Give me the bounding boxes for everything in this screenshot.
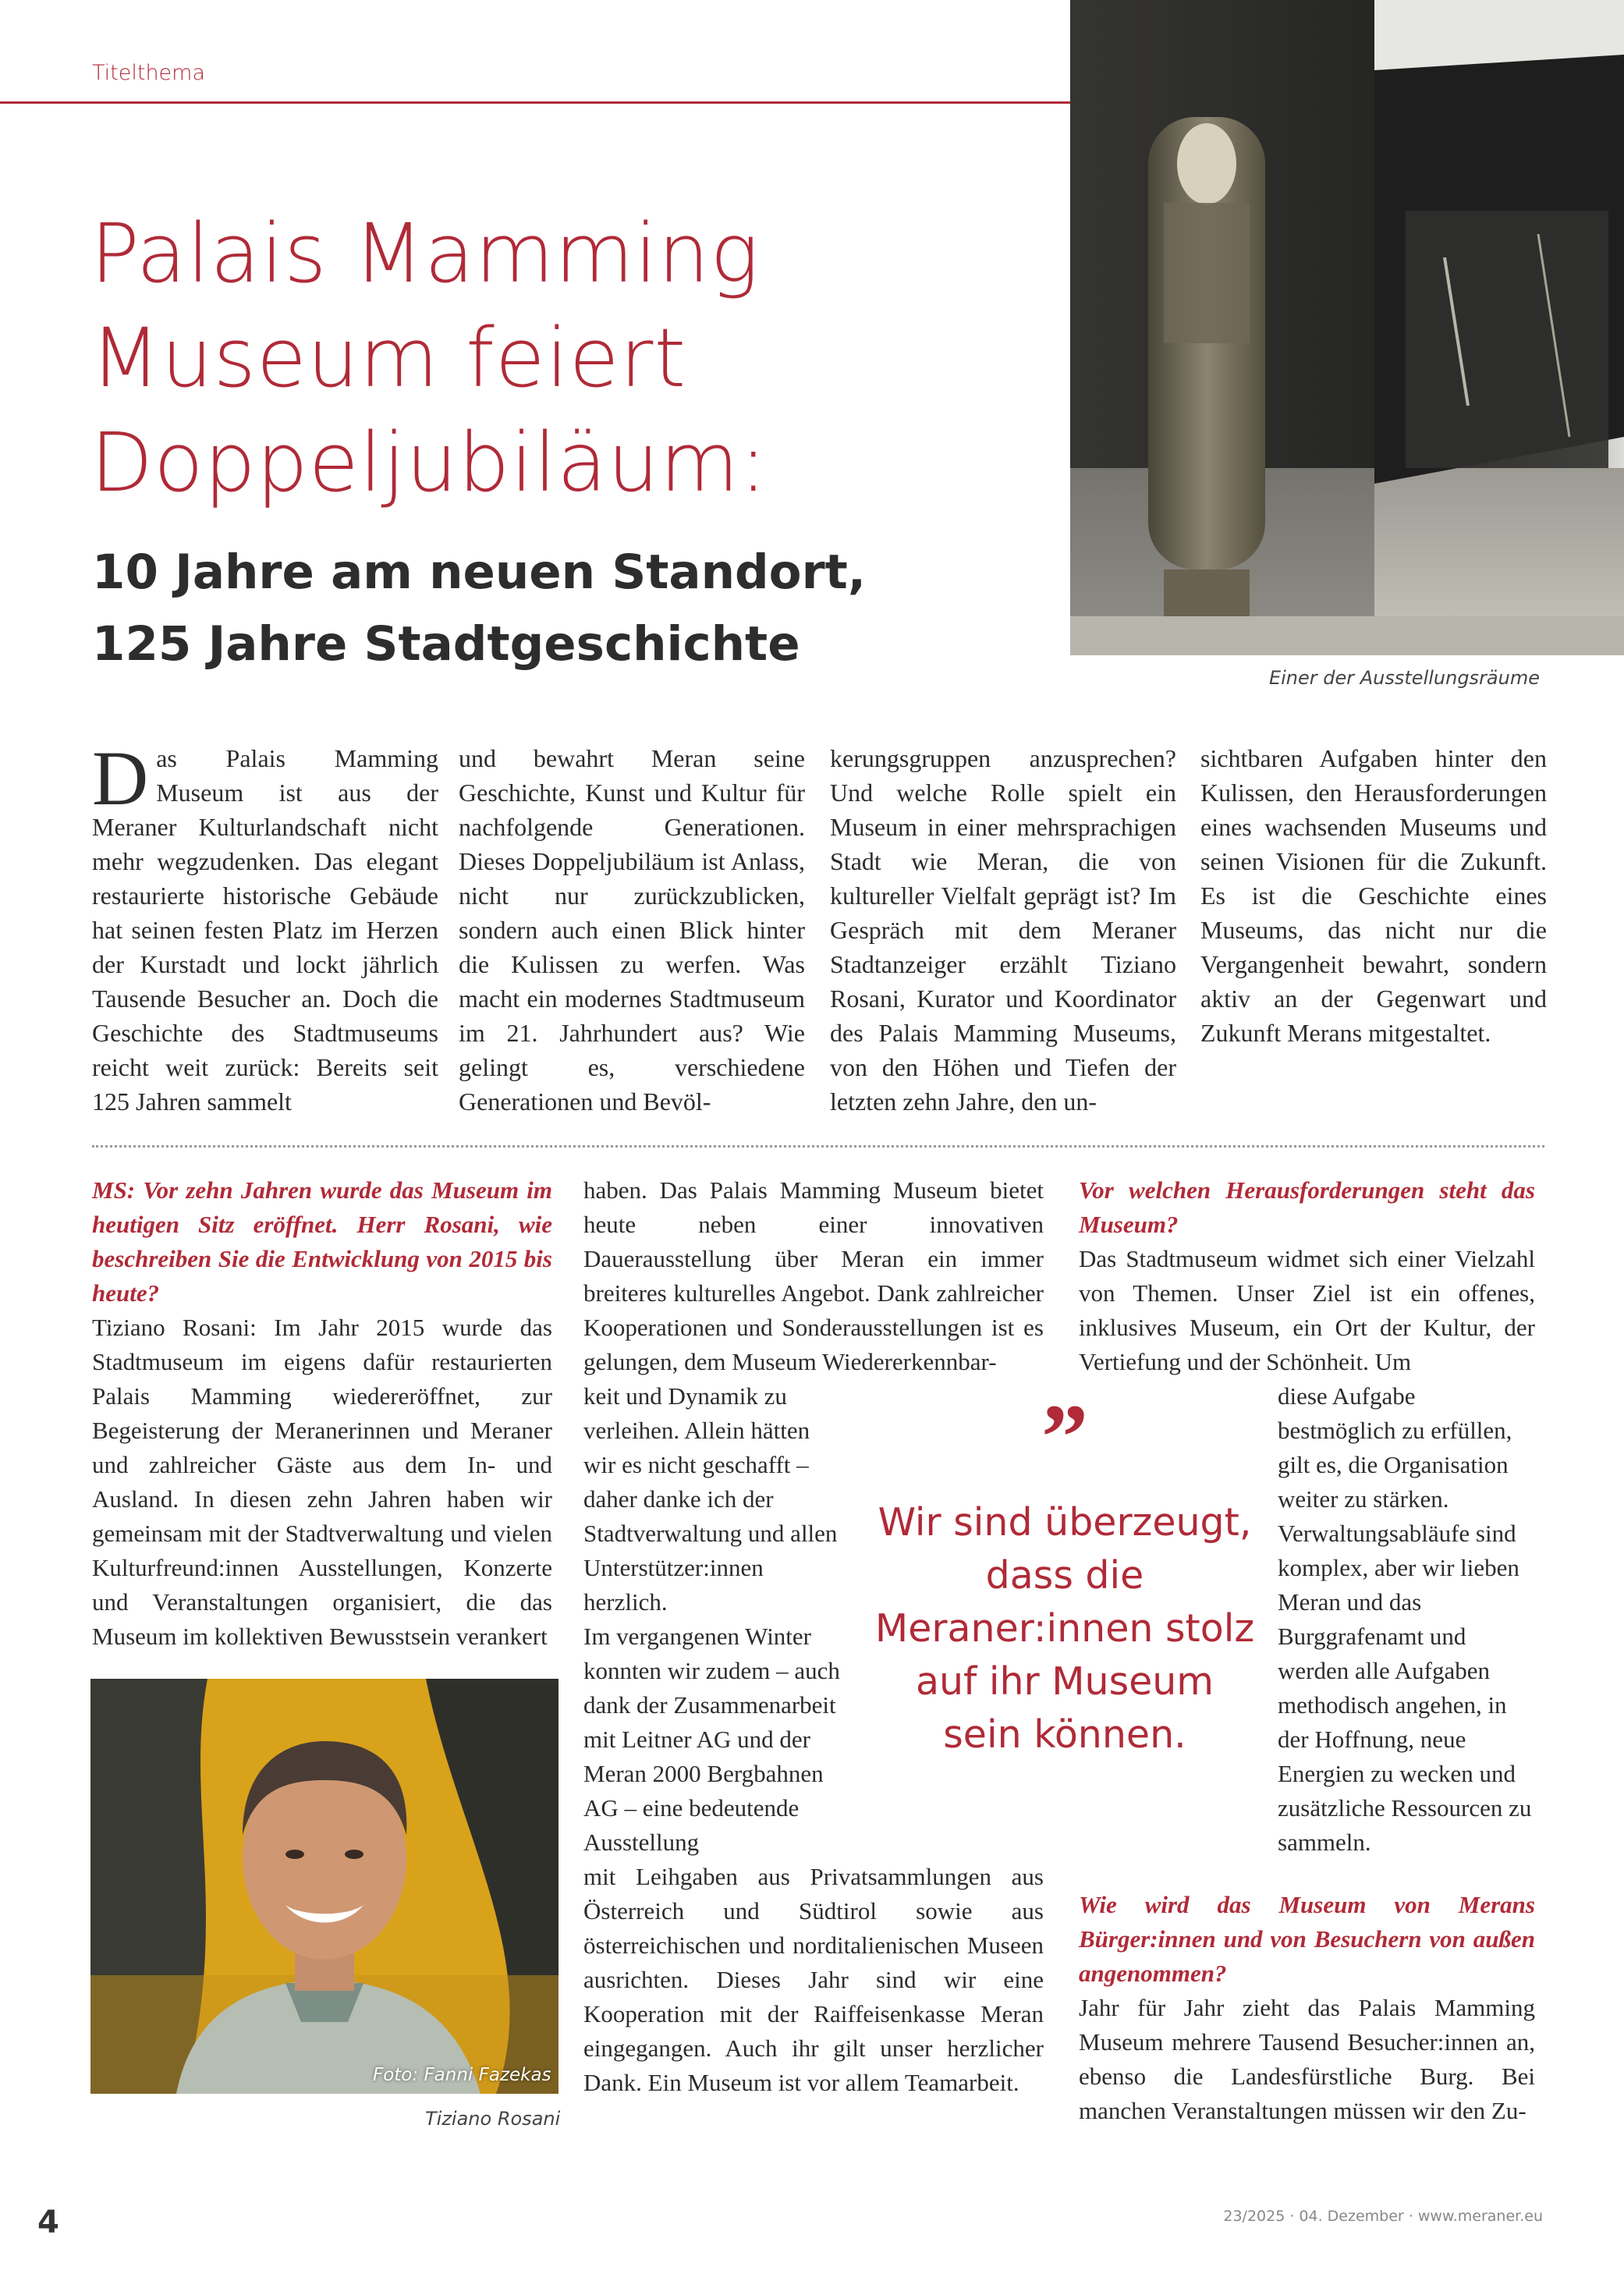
intro-text: und bewahrt Meran seine Geschichte, Kunst und Kultur für nachfolgende Generationen. Dieses Doppeljubiläum ist Anlass, nicht nur zurückzublicken, sondern auch einen Blick hinter die Kulissen zu werfen. Was macht ein modernes Stadtmuseum im 21. Jahrhundert aus? Wie gelingt es, verschiedene Generationen und Bevöl- [459,744,805,1116]
header-rule [0,101,1070,104]
interview-answer: Im vergangenen Winter konnten wir zudem – auch dank der Zusammenarbeit mit Leitner AG und der Meran 2000 Bergbahnen AG – eine bedeutende Ausstellung [583,1623,840,1856]
interview-column-3-narrow [1278,1379,1535,1860]
interview-answer: keit und Dynamik zu verleihen. Allein hätten wir es nicht geschafft – daher danke ich der Stadtverwaltung und allen Unterstützer:innen herzlich. [583,1382,838,1616]
hero-photo-exhibition-room [1070,0,1624,655]
article-subtitle: 10 Jahre am neuen Standort, 125 Jahre Stadtgeschichte [92,545,866,672]
pull-quote: Wir sind überzeugt, dass die Meraner:innen stolz auf ihr Museum sein können. [874,1500,1255,1757]
interview-question: Wie wird das Museum von Merans Bürger:innen und von Besuchern von außen angenommen? [1079,1891,1535,1987]
portrait-caption: Tiziano Rosani [425,2108,561,2130]
interview-question: Vor welchen Herausforderungen steht das Museum? [1079,1176,1535,1238]
article-title: Palais Mamming Museum feiert Doppeljubiläum: [90,206,768,510]
page-number: 4 [37,2205,59,2240]
hero-caption: Einer der Ausstellungsräume [1268,667,1540,689]
portrait-credit: Foto: Fanni Fazekas [373,2065,551,2085]
dotted-divider [92,1145,1544,1148]
intro-column-2 [459,741,805,1119]
intro-column-1 [92,735,438,1119]
interview-answer: diese Aufgabe bestmöglich zu erfüllen, gilt es, die Organisation weiter zu stärken. Verwaltungsabläufe sind komplex, aber wir lieben Meran und das Burggrafenamt und werden alle Aufgaben methodisch angehen, in der Hoffnung, neue Energien zu wecken und zusätzliche Ressourcen zu sammeln. [1278,1382,1532,1856]
interview-column-2-end [583,1860,1044,2100]
quote-mark: ” [1041,1385,1088,1488]
interview-column-3-end [1079,1888,1535,2128]
interview-column-3 [1079,1173,1535,1379]
issue-info: 23/2025 · 04. Dezember · www.meraner.eu [1223,2208,1543,2225]
intro-text: kerungsgruppen anzusprechen? Und welche Rolle spielt ein Museum in einer mehrsprachigen Stadt wie Meran, die von kultureller Vielfalt geprägt ist? Im Gespräch mit dem Meraner Stadtanzeiger erzählt Tiziano Rosani, Kurator und Koordinator des Palais Mamming Museums, von den Höhen und Tiefen der letzten zehn Jahre, den un- [830,744,1176,1116]
intro-column-4 [1200,741,1547,1050]
interview-answer: mit Leihgaben aus Privatsammlungen aus Österreich und Südtirol sowie aus österreichischen und norditalienischen Museen ausrichten. Dieses Jahr sind wir eine Kooperation mit der Raiffeisenkasse Meran eingegangen. Auch ihr gilt unser herzlicher Dank. Ein Museum ist vor allem Teamarbeit. [583,1863,1044,2096]
intro-column-3 [830,741,1176,1119]
interview-answer: Tiziano Rosani: Im Jahr 2015 wurde das Stadtmuseum im eigens dafür restaurierten Palais Mamming wiedereröffnet, zur Begeisterung der Meranerinnen und Meraner und zahlreicher Gäste aus dem In- und Ausland. In diesen zehn Jahren haben wir gemeinsam mit der Stadtverwaltung und vielen Kulturfreund:innen Ausstellungen, Konzerte und Veranstaltungen organisiert, die das Museum im kollektiven Bewusstsein verankert [92,1314,552,1650]
drop-cap: D [92,735,149,821]
intro-text: sichtbaren Aufgaben hinter den Kulissen, den Herausforderungen eines wachsenden Museums und seinen Visionen für die Zukunft. Es ist die Geschichte eines Museums, das nicht nur die Vergangenheit bewahrt, sondern aktiv an der Gegenwart und Zukunft Merans mitgestaltet. [1200,744,1547,1047]
interview-question: MS: Vor zehn Jahren wurde das Museum im heutigen Sitz eröffnet. Herr Rosani, wie beschreiben Sie die Entwicklung von 2015 bis heute? [92,1176,552,1307]
interview-column-1 [92,1173,552,1654]
interview-answer: haben. Das Palais Mamming Museum bietet heute neben einer innovativen Dauerausstellung über Meran ein immer breiteres kulturelles Angebot. Dank zahlreicher Kooperationen und Sonderausstellungen ist es gelungen, dem Museum Wiedererkennbar- [583,1176,1044,1375]
section-label: Titelthema [92,61,206,85]
interview-column-2 [583,1173,1044,1379]
intro-text: as Palais Mamming Museum ist aus der Meraner Kulturlandschaft nicht mehr wegzudenken. Das elegant restaurierte historische Gebäude hat seinen festen Platz im Herzen der Kurstadt und lockt jährlich Tausende Besucher an. Doch die Geschichte des Stadtmuseums reicht weit zurück: Bereits seit 125 Jahren sammelt [92,744,438,1116]
interview-column-2-narrow [583,1379,841,1860]
interview-answer: Jahr für Jahr zieht das Palais Mamming Museum mehrere Tausend Besucher:innen an, ebenso die Landesfürstliche Burg. Bei manchen Veranstaltungen müssen wir den Zu- [1079,1994,1535,2124]
interview-answer: Das Stadtmuseum widmet sich einer Vielzahl von Themen. Unser Ziel ist ein offenes, inklusives Museum, ein Ort der Kultur, der Vertiefung und der Schönheit. Um [1079,1245,1535,1375]
portrait-photo-tiziano-rosani [90,1679,558,2094]
